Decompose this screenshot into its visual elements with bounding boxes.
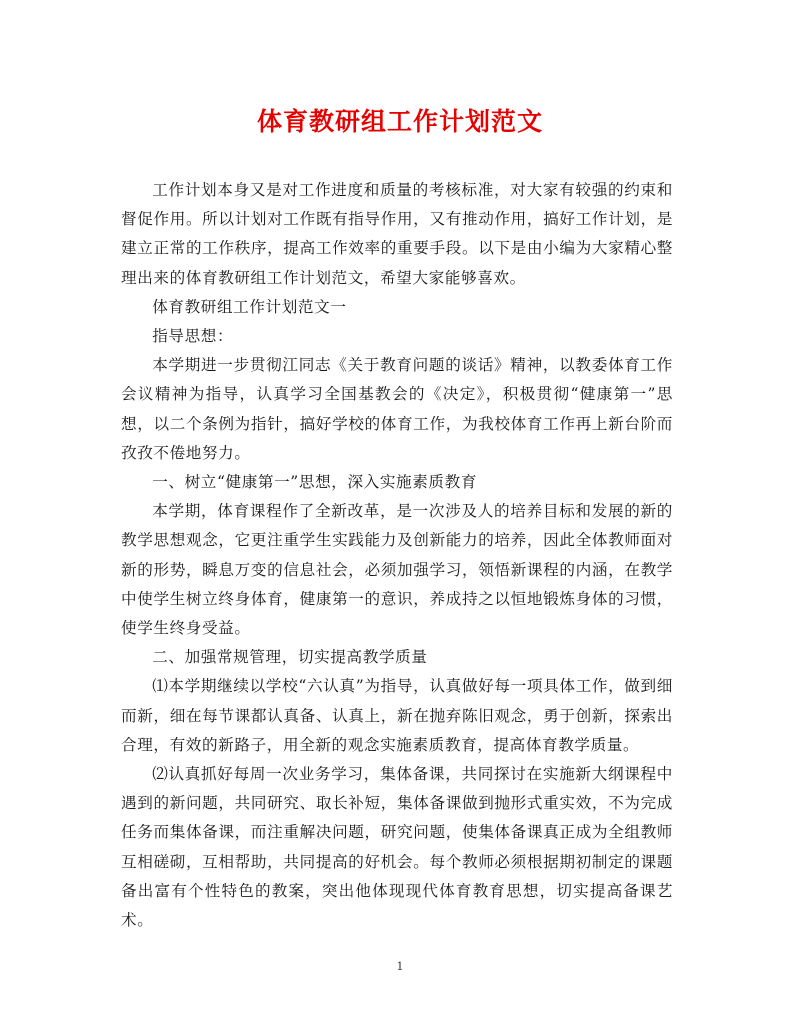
document-body — [121, 176, 673, 935]
paragraph-guiding-thought: 本学期进一步贯彻江同志《关于教育问题的谈话》精神，以教委体育工作会议精神为指导，认真学习全国基教会的《决定》，积极贯彻“健康第一”思想，以二个条例为指针，搞好学校的体育工作，为我校体育工作再上新台阶而孜孜不倦地努力。 — [121, 356, 673, 462]
paragraph-heading-one: 一、树立“健康第一”思想，深入实施素质教育 — [152, 473, 478, 492]
paragraph-section-heading: 体育教研组工作计划范文一 — [152, 297, 347, 316]
paragraph-curriculum: 本学期，体育课程作了全新改革，是一次涉及人的培养目标和发展的新的教学思想观念，它更注重学生实践能力及创新能力的培养，因此全体教师面对新的形势，瞬息万变的信息社会，必须加强学习，领悟新课程的内涵，在教学中使学生树立终身体育，健康第一的意识，养成持之以恒地锻炼身体的习惯，使学生终身受益。 — [121, 502, 673, 638]
paragraph-intro: 工作计划本身又是对工作进度和质量的考核标准，对大家有较强的约束和督促作用。所以计划对工作既有指导作用，又有推动作用，搞好工作计划，是建立正常的工作秩序，提高工作效率的重要手段。以下是由小编为大家精心整理出来的体育教研组工作计划范文，希望大家能够喜欢。 — [121, 181, 673, 287]
page-number: 1 — [396, 960, 404, 973]
paragraph-heading-two: 二、加强常规管理，切实提高教学质量 — [152, 648, 428, 667]
page-title: 体育教研组工作计划范文 — [256, 107, 543, 136]
paragraph-item-two: ⑵认真抓好每周一次业务学习，集体备课，共同探讨在实施新大纲课程中遇到的新问题，共同研究、取长补短，集体备课做到抛形式重实效，不为完成任务而集体备课，而注重解决问题，研究问题，使集体备课真正成为全组教师互相磋砌，互相帮助，共同提高的好机会。每个教师必须根据期初制定的课题备出富有个性特色的教案，突出他体现现代体育教育思想，切实提高备课艺术。 — [121, 765, 673, 930]
paragraph-guiding-label: 指导思想： — [152, 327, 234, 346]
paragraph-item-one: ⑴本学期继续以学校“六认真”为指导，认真做好每一项具体工作，做到细而新，细在每节课都认真备、认真上，新在抛弃陈旧观念，勇于创新，探索出合理，有效的新路子，用全新的观念实施素质教育，提高体育教学质量。 — [121, 677, 673, 754]
